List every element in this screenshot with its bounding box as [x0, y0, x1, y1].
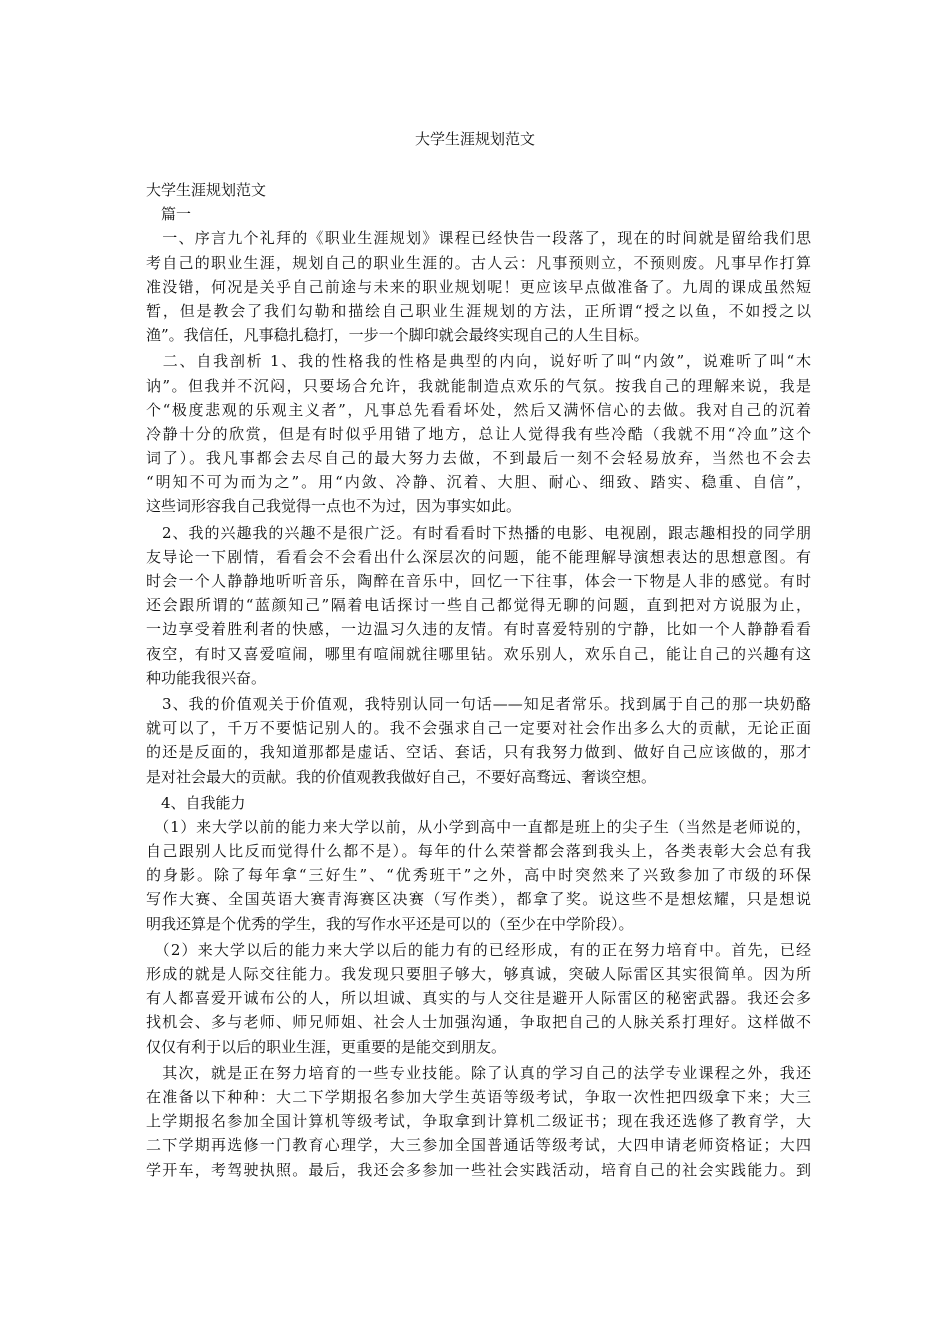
- body-text-line: 冷静十分的欣赏，但是有时似乎用错了地方，总让人觉得我有些冷酷（我就不用“冷血”这个: [146, 424, 811, 443]
- body-text-line: 上学期报名参加全国计算机等级考试，争取拿到计算机二级证书；现在我还选修了教育学，大: [146, 1112, 811, 1131]
- body-text-line: 自己跟别人比反而觉得什么都不是）。每年的什么荣誉都会落到我头上，各类表彰大会总有我: [146, 842, 811, 861]
- body-text-line: 这些词形容我自己我觉得一点也不为过，因为事实如此。: [146, 497, 522, 516]
- body-text-line: 一边享受着胜利者的快感，一边温习久违的友情。有时喜爱特别的宁静，比如一个人静静看看: [146, 620, 811, 639]
- document-title: 大学生涯规划范文: [414, 130, 535, 148]
- body-text-line: 二、自我剖析 1、我的性格我的性格是典型的内向，说好听了叫“内敛”，说难听了叫“木: [146, 352, 811, 371]
- body-text-line: 写作大赛、全国英语大赛青海赛区决赛（写作类），都拿了奖。说这些不是想炫耀，只是想说: [146, 890, 811, 909]
- body-text-line: 找机会、多与老师、师兄师姐、社会人士加强沟通，争取把自己的人脉关系打理好。这样做不: [146, 1013, 811, 1032]
- body-text-line: 有人都喜爱开诚布公的人，所以坦诚、真实的与人交往是避开人际雷区的秘密武器。我还会多: [146, 989, 811, 1008]
- body-text-line: 仅仅有利于以后的职业生涯，更重要的是能交到朋友。: [146, 1037, 507, 1056]
- body-text-line: 3、我的价值观关于价值观，我特别认同一句话——知足者常乐。找到属于自己的那一块奶酪: [146, 694, 811, 713]
- body-text-line: 夜空，有时又喜爱喧闹，哪里有喧闹就往哪里钻。欢乐别人，欢乐自己，能让自己的兴趣有这: [146, 644, 811, 663]
- body-text-line: 2、我的兴趣我的兴趣不是很广泛。有时看看时下热播的电影、电视剧，跟志趣相投的同学朋: [146, 523, 811, 542]
- body-text-line: 准没错，何况是关乎自己前途与未来的职业规划呢！更应该早点做准备了。九周的课成虽然短: [146, 277, 811, 296]
- body-text-line: 是对社会最大的贡献。我的价值观教我做好自己，不要好高骛远、奢谈空想。: [146, 767, 657, 786]
- body-text-line: 个“极度悲观的乐观主义者”，凡事总先看看坏处，然后又满怀信心的去做。我对自己的沉着: [146, 400, 811, 419]
- body-text-line: 一、序言九个礼拜的《职业生涯规划》课程已经快告一段落了，现在的时间就是留给我们思: [146, 229, 811, 248]
- document-body: [146, 178, 811, 1182]
- body-text-line: 讷”。但我并不沉闷，只要场合允许，我就能制造点欢乐的气氛。按我自己的理解来说，我是: [146, 376, 811, 395]
- body-text-line: 暂，但是教会了我们勾勒和描绘自己职业生涯规划的方法，正所谓“授之以鱼，不如授之以: [146, 301, 811, 320]
- body-text-line: 其次，就是正在努力培育的一些专业技能。除了认真的学习自己的法学专业课程之外，我还: [146, 1063, 811, 1082]
- body-text-line: 形成的就是人际交往能力。我发现只要胆子够大，够真诚，突破人际雷区其实很简单。因为所: [146, 965, 811, 983]
- body-text-line: 渔”。我信任，凡事稳扎稳打，一步一个脚印就会最终实现自己的人生目标。: [146, 326, 649, 345]
- body-text-line: 的身影。除了每年拿“三好生”、“优秀班干”之外，高中时突然来了兴致参加了市级的环保: [146, 866, 811, 885]
- body-text-line: 词了）。我凡事都会去尽自己的最大努力去做，不到最后一刻不会轻易放弃，当然也不会去: [146, 449, 811, 468]
- body-text-line: 学开车，考驾驶执照。最后，我还会多参加一些社会实践活动，培育自己的社会实践能力。到: [146, 1160, 811, 1179]
- body-text-line: 的还是反面的，我知道那都是虚话、空话、套话，只有我努力做到、做好自己应该做的，那才: [146, 743, 811, 762]
- body-text-line: 就可以了，千万不要惦记别人的。我不会强求自己一定要对社会作出多么大的贡献，无论正面: [146, 719, 811, 738]
- body-text-line: 大学生涯规划范文: [146, 181, 267, 199]
- body-text-line: 种功能我很兴奋。: [146, 668, 267, 687]
- body-text-line: 在准备以下种种：大二下学期报名参加大学生英语等级考试，争取一次性把四级拿下来；大三: [146, 1087, 811, 1106]
- body-text-line: 考自己的职业生涯，规划自己的职业生涯的。古人云：凡事预则立，不预则废。凡事早作打算: [146, 253, 811, 272]
- body-text-line: 时会一个人静静地听听音乐，陶醉在音乐中，回忆一下往事，体会一下物是人非的感觉。有时: [146, 572, 811, 590]
- body-text-line: 篇一: [146, 205, 192, 224]
- body-text-line: （2）来大学以后的能力来大学以后的能力有的已经形成，有的正在努力培育中。首先，已经: [146, 940, 811, 959]
- body-text-line: 友导论一下剧情，看看会不会看出什么深层次的问题，能不能理解导演想表达的思想意图。有: [146, 547, 811, 566]
- body-text-line: 4、自我能力: [146, 793, 246, 812]
- body-text-line: “明知不可为而为之”。用“内敛、冷静、沉着、大胆、耐心、细致、踏实、稳重、自信”，: [146, 473, 811, 492]
- body-text-line: 还会跟所谓的“蓝颜知己”隔着电话探讨一些自己都觉得无聊的问题，直到把对方说服为止，: [146, 596, 811, 615]
- body-text-line: 二下学期再选修一门教育心理学，大三参加全国普通话等级考试，大四申请老师资格证；大四: [146, 1136, 811, 1155]
- body-text-line: 明我还算是个优秀的学生，我的写作水平还是可以的（至少在中学阶段）。: [146, 914, 634, 933]
- body-text-line: （1）来大学以前的能力来大学以前，从小学到高中一直都是班上的尖子生（当然是老师说的，: [146, 817, 811, 836]
